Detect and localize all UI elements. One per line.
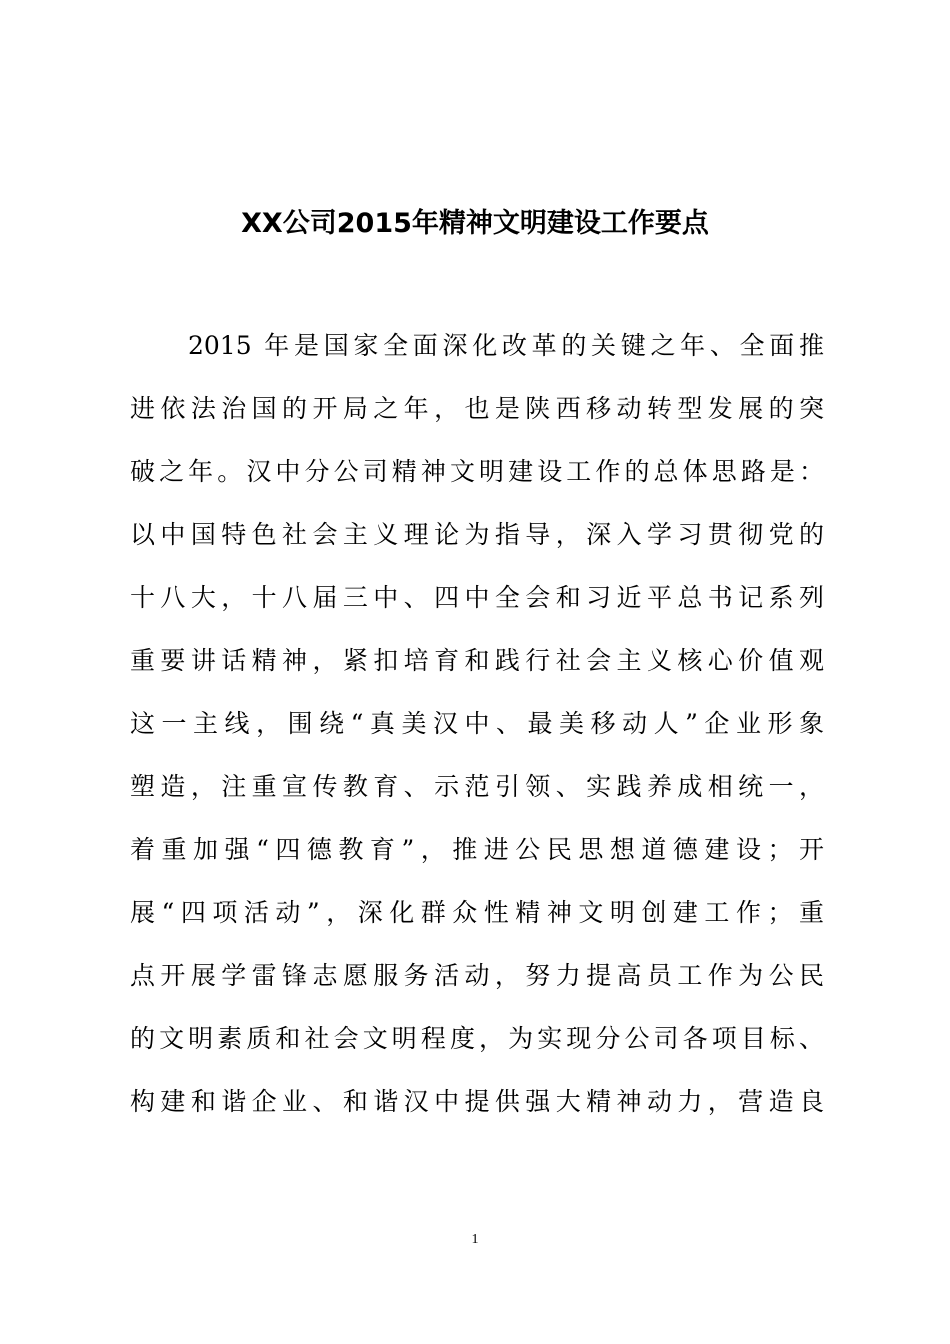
body-line: 的文明素质和社会文明程度，为实现分公司各项目标、: [130, 1024, 824, 1053]
body-line: 以中国特色社会主义理论为指导，深入学习贯彻党的: [130, 520, 824, 549]
body-line: 点开展学雷锋志愿服务活动，努力提高员工作为公民: [130, 961, 824, 990]
document-body: [130, 320, 830, 1139]
body-line: 十八大，十八届三中、四中全会和习近平总书记系列: [130, 583, 824, 612]
body-line: 这一主线，围绕“真美汉中、最美移动人”企业形象: [130, 709, 824, 738]
page-number: 1: [471, 1232, 479, 1247]
body-line: 构建和谐企业、和谐汉中提供强大精神动力，营造良: [130, 1087, 824, 1116]
body-line: 塑造，注重宣传教育、示范引领、实践养成相统一，: [130, 772, 824, 801]
body-line: 展“四项活动”，深化群众性精神文明创建工作；重: [130, 898, 824, 927]
body-line: 破之年。汉中分公司精神文明建设工作的总体思路是：: [130, 457, 824, 486]
body-line: 进依法治国的开局之年，也是陕西移动转型发展的突: [130, 394, 824, 423]
body-line: 2015 年是国家全面深化改革的关键之年、全面推: [188, 331, 824, 360]
body-line: 重要讲话精神，紧扣培育和践行社会主义核心价值观: [130, 646, 824, 675]
document-title: XX公司2015年精神文明建设工作要点: [241, 208, 709, 239]
body-line: 着重加强“四德教育”，推进公民思想道德建设；开: [130, 835, 824, 864]
